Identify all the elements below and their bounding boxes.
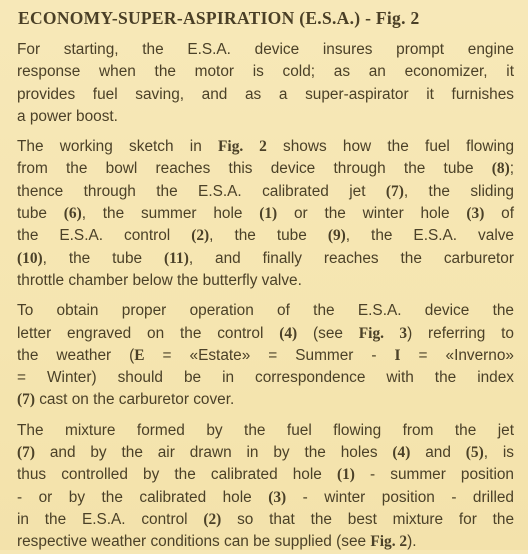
text-run: The mixture formed by the fuel flowing from the jet [17, 421, 514, 439]
text-run: , and finally reaches the carburetor [188, 249, 514, 267]
text-line [17, 84, 514, 106]
text-run: ) referring to [407, 324, 514, 342]
bold-reference: (8) [491, 160, 510, 178]
text-run: cast on the carburetor cover. [34, 391, 235, 409]
text-run: , the E.S.A. valve [345, 227, 514, 245]
bold-reference: (3) [268, 488, 287, 506]
text-line [17, 487, 514, 509]
bold-reference: Fig. 2 [218, 138, 267, 156]
text-run: from the bowl reaches this device through the tube [17, 160, 492, 178]
text-run: To obtain proper operation of the E.S.A. device the [17, 302, 514, 320]
text-line [17, 367, 514, 389]
paragraph-3 [17, 300, 514, 411]
bold-reference: (9) [327, 227, 346, 245]
bold-reference: (5) [465, 444, 484, 462]
text-run: , the sliding [403, 182, 514, 200]
bold-reference: (7) [385, 182, 404, 200]
text-line [17, 158, 514, 180]
text-run: of [484, 205, 514, 223]
text-run: provides fuel saving, and as a super-aspirator it furnishes [17, 85, 514, 103]
text-line [17, 61, 514, 83]
text-run: , the tube [42, 249, 165, 267]
text-line [17, 300, 514, 322]
text-run: shows how the fuel flowing [266, 138, 515, 156]
bold-reference: (1) [336, 466, 355, 484]
bold-reference: (6) [63, 205, 82, 223]
text-run: the weather ( [17, 346, 135, 364]
text-run: (see [297, 324, 359, 342]
text-run: The working sketch in [17, 138, 219, 156]
text-run: = «Inverno» [400, 346, 514, 364]
text-run: - summer position [354, 466, 514, 484]
bold-reference: (2) [191, 227, 210, 245]
text-line [17, 181, 514, 203]
bold-reference: Fig. 2 [370, 533, 408, 551]
text-line [17, 464, 514, 486]
text-run: the E.S.A. control [17, 227, 192, 245]
bold-reference: (4) [279, 324, 298, 342]
bold-reference: (3) [466, 205, 485, 223]
bold-reference: (7) [17, 391, 35, 409]
text-run: thence through the E.S.A. calibrated jet [17, 182, 386, 200]
text-run: = Winter) should be in correspondence with the index [17, 369, 514, 387]
text-line [17, 136, 514, 158]
text-run: and by the air drawn in by the holes [34, 444, 393, 462]
text-run: , the tube [209, 227, 328, 245]
text-line [17, 345, 514, 367]
bold-reference: (7) [17, 444, 35, 462]
text-line [17, 225, 514, 247]
text-run: , is [483, 444, 514, 462]
bold-reference: (4) [392, 444, 411, 462]
text-line [17, 39, 514, 61]
text-run: ; [509, 160, 514, 178]
text-line [17, 106, 514, 128]
text-line [17, 442, 514, 464]
paragraph-2 [17, 136, 514, 292]
text-line [17, 420, 514, 442]
bold-reference: (10) [17, 249, 43, 267]
text-run: - winter position - drilled [286, 488, 514, 506]
text-line [17, 270, 514, 292]
paragraph-1 [17, 39, 514, 128]
bold-reference: Fig. 3 [358, 324, 408, 342]
text-line [17, 203, 514, 225]
text-run: = «Estate» = Summer - [144, 346, 395, 364]
text-run: throttle chamber below the butterfly valve. [17, 271, 302, 289]
body-text [17, 39, 514, 554]
text-run: in the E.S.A. control [17, 510, 204, 528]
bold-reference: (11) [164, 249, 189, 267]
text-run: tube [17, 205, 64, 223]
text-line [17, 248, 514, 270]
text-run: For starting, the E.S.A. device insures prompt engine [17, 41, 514, 58]
bold-reference: E [134, 346, 145, 364]
bold-reference: I [394, 346, 401, 364]
page-title: ECONOMY-SUPER-ASPIRATION (E.S.A.) - Fig. 2 [18, 8, 420, 28]
text-run: and [410, 444, 466, 462]
text-run: letter engraved on the control [17, 324, 280, 342]
text-run: , the summer hole [81, 205, 260, 223]
bold-reference: (2) [203, 510, 222, 528]
text-run: response when the motor is cold; as an economizer, it [17, 63, 514, 81]
text-run: so that the best mixture for the [221, 510, 515, 528]
text-line [17, 531, 514, 553]
paragraph-4 [17, 420, 514, 554]
text-run: thus controlled by the calibrated hole [17, 466, 337, 484]
bold-reference: (1) [259, 205, 278, 223]
text-run: ). [407, 533, 417, 551]
text-line [17, 509, 514, 531]
text-run: a power boost. [17, 107, 118, 125]
text-run: or the winter hole [277, 205, 467, 223]
text-line [17, 323, 514, 345]
text-run: respective weather conditions can be supplied (see [17, 533, 371, 551]
text-run: - or by the calibrated hole [17, 488, 269, 506]
text-line [17, 389, 514, 411]
